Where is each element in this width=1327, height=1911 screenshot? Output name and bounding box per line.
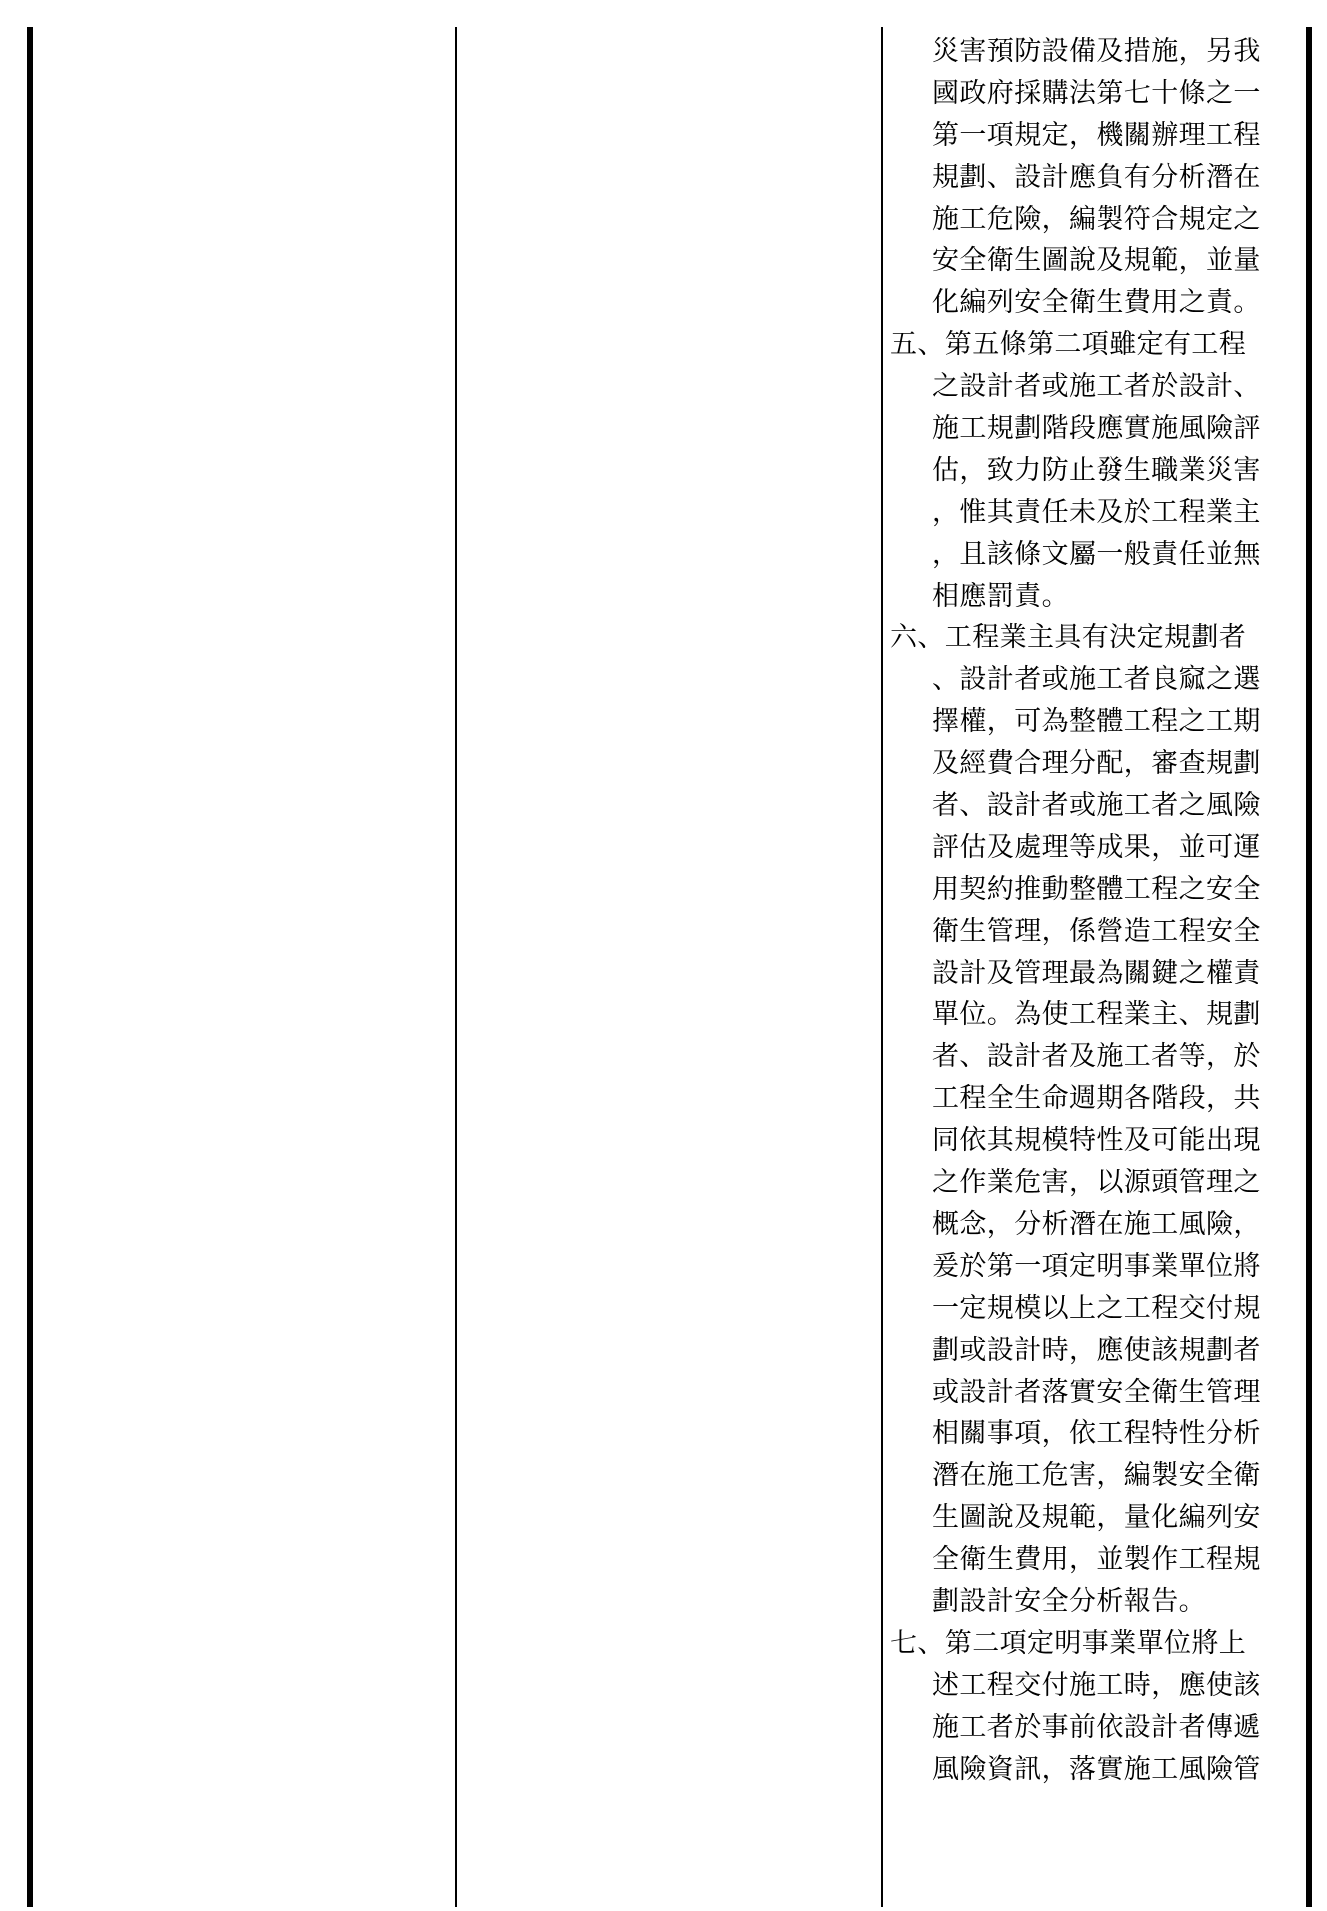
text-line: 五、第五條第二項雖定有工程	[890, 329, 1247, 361]
text-line: 或設計者落實安全衛生管理	[932, 1376, 1261, 1408]
text-line: 爰於第一項定明事業單位將	[932, 1250, 1261, 1282]
text-line: 同依其規模特性及可能出現	[932, 1125, 1261, 1157]
text-line: 規劃、設計應負有分析潛在	[932, 161, 1261, 193]
text-line: 施工者於事前依設計者傳遞	[932, 1711, 1261, 1743]
text-line: 相應罰責。	[932, 580, 1069, 612]
column-1-cell	[33, 27, 455, 1907]
text-line: 風險資訊，落實施工風險管	[932, 1753, 1261, 1785]
text-line: 化編列安全衛生費用之責。	[932, 287, 1261, 319]
text-line: 設計及管理最為關鍵之權責	[932, 957, 1261, 989]
text-line: 衛生管理，係營造工程安全	[932, 915, 1261, 947]
text-line: 全衛生費用，並製作工程規	[932, 1544, 1261, 1576]
column-2-cell	[457, 27, 881, 1907]
column-divider-2	[881, 27, 883, 1907]
text-line: ，且該條文屬一般責任並無	[932, 538, 1261, 570]
text-line: 述工程交付施工時，應使該	[932, 1669, 1261, 1701]
text-line: 用契約推動整體工程之安全	[932, 873, 1261, 905]
text-line: 概念，分析潛在施工風險，	[932, 1208, 1261, 1240]
text-line: 一定規模以上之工程交付規	[932, 1292, 1261, 1324]
text-line: 估，致力防止發生職業災害	[932, 454, 1261, 486]
text-line: 單位。為使工程業主、規劃	[932, 999, 1261, 1031]
text-line: 安全衛生圖說及規範，並量	[932, 245, 1261, 277]
text-line: 災害預防設備及措施，另我	[932, 36, 1261, 67]
text-line: 及經費合理分配，審查規劃	[932, 748, 1261, 780]
text-line: 劃設計安全分析報告。	[932, 1585, 1206, 1617]
explanation-item-continuation	[890, 31, 1302, 324]
text-line: 施工危險，編製符合規定之	[932, 203, 1261, 235]
explanation-item-7	[890, 1623, 1302, 1791]
text-line: 潛在施工危害，編製安全衛	[932, 1460, 1261, 1492]
text-line: 六、工程業主具有決定規劃者	[890, 622, 1247, 654]
text-line: 工程全生命週期各階段，共	[932, 1083, 1261, 1115]
text-line: 評估及處理等成果，並可運	[932, 831, 1261, 863]
text-line: 之作業危害，以源頭管理之	[932, 1167, 1261, 1199]
text-line: 國政府採購法第七十條之一	[932, 77, 1261, 109]
text-line: 第一項規定，機關辦理工程	[932, 119, 1261, 151]
table-right-border	[1306, 27, 1312, 1907]
column-3-cell	[890, 31, 1302, 1911]
text-line: 相關事項，依工程特性分析	[932, 1418, 1261, 1450]
text-line: ，惟其責任未及於工程業主	[932, 496, 1261, 528]
explanation-item-5	[890, 324, 1302, 617]
text-line: 者、設計者及施工者等，於	[932, 1041, 1261, 1073]
text-line: 施工規劃階段應實施風險評	[932, 413, 1261, 445]
explanation-item-6	[890, 617, 1302, 1622]
text-line: 、設計者或施工者良窳之選	[932, 664, 1261, 696]
text-line: 之設計者或施工者於設計、	[932, 371, 1261, 403]
text-line: 擇權，可為整體工程之工期	[932, 706, 1261, 738]
text-line: 七、第二項定明事業單位將上	[890, 1627, 1247, 1659]
text-line: 者、設計者或施工者之風險	[932, 790, 1261, 822]
text-line: 劃或設計時，應使該規劃者	[932, 1334, 1261, 1366]
text-line: 生圖說及規範，量化編列安	[932, 1502, 1261, 1534]
